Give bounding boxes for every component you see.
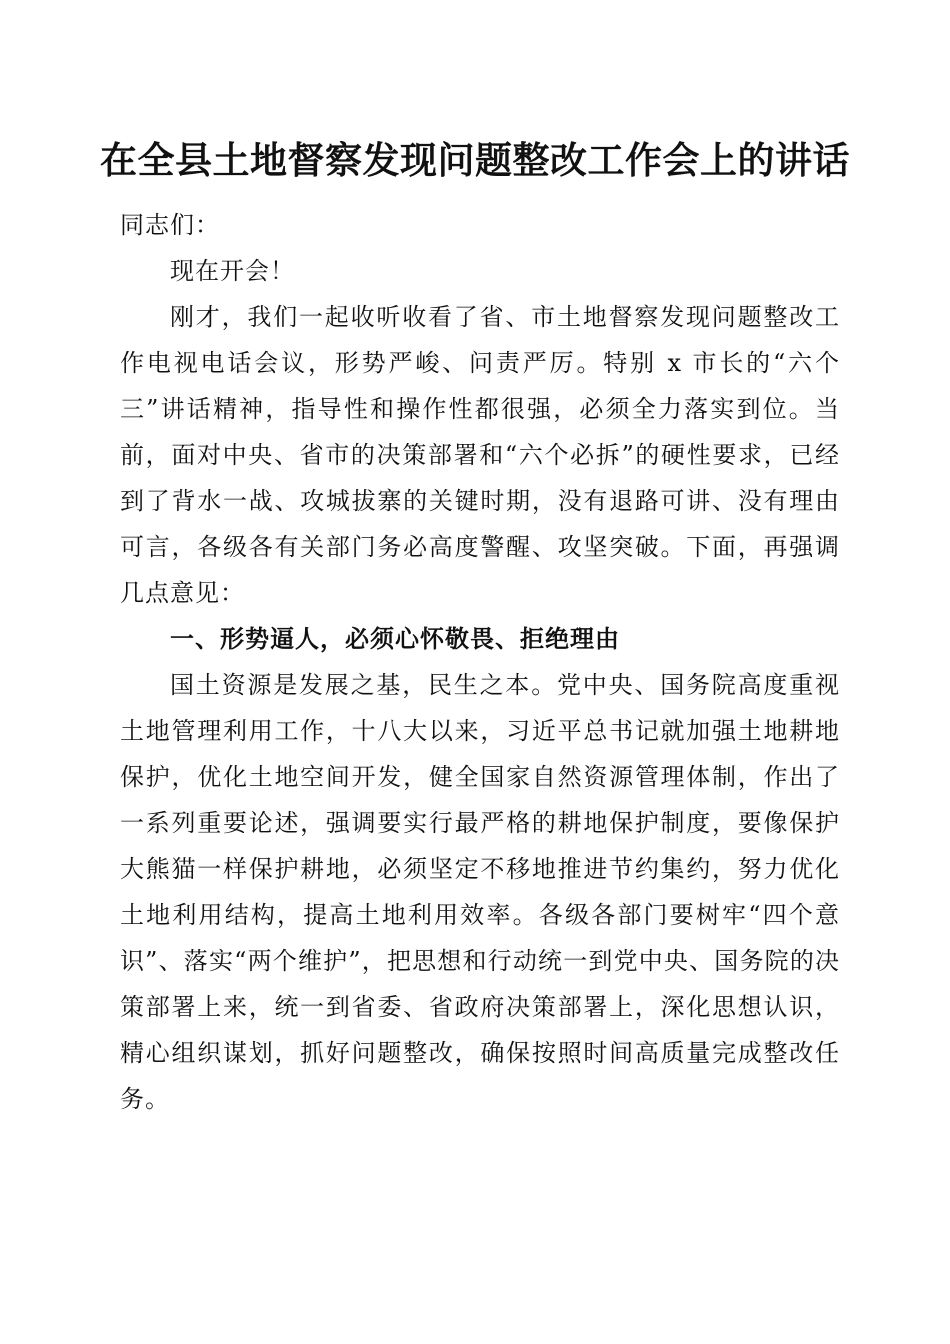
section-paragraph: 国土资源是发展之基，民生之本。党中央、国务院高度重视土地管理利用工作，十八大以来，习近平总书记就加强土地耕地保护，优化土地空间开发，健全国家自然资源管理体制，作出了一系列重要论述，强调要实行最严格的耕地保护制度，要像保护大熊猫一样保护耕地，必须坚定不移地推进节约集约，努力优化土地利用结构，提高土地利用效率。各级各部门要树牢“四个意识”、落实“两个维护”，把思想和行动统一到党中央、国务院的决策部署上来，统一到省委、省政府决策部署上，深化思想认识，精心组织谋划，抓好问题整改，确保按照时间高质量完成整改任务。 <box>120 671 840 1113</box>
document-body <box>120 202 840 1122</box>
intro-paragraph: 刚才，我们一起收听收看了省、市土地督察发现问题整改工作电视电话会议，形势严峻、问责严厉。特别 x 市长的“六个三”讲话精神，指导性和操作性都很强，必须全力落实到位。当前，面对中央、省市的决策部署和“六个必拆”的硬性要求，已经到了背水一战、攻城拔寨的关键时期，没有退路可讲、没有理由可言，各级各有关部门务必高度警醒、攻坚突破。下面，再强调几点意见： <box>120 303 840 607</box>
document-title: 在全县土地督察发现问题整改工作会上的讲话 <box>100 138 850 182</box>
section-heading: 一、形势逼人，必须心怀敬畏、拒绝理由 <box>170 625 620 653</box>
salutation: 同志们： <box>120 211 220 239</box>
opening-paragraph: 现在开会！ <box>170 257 295 285</box>
